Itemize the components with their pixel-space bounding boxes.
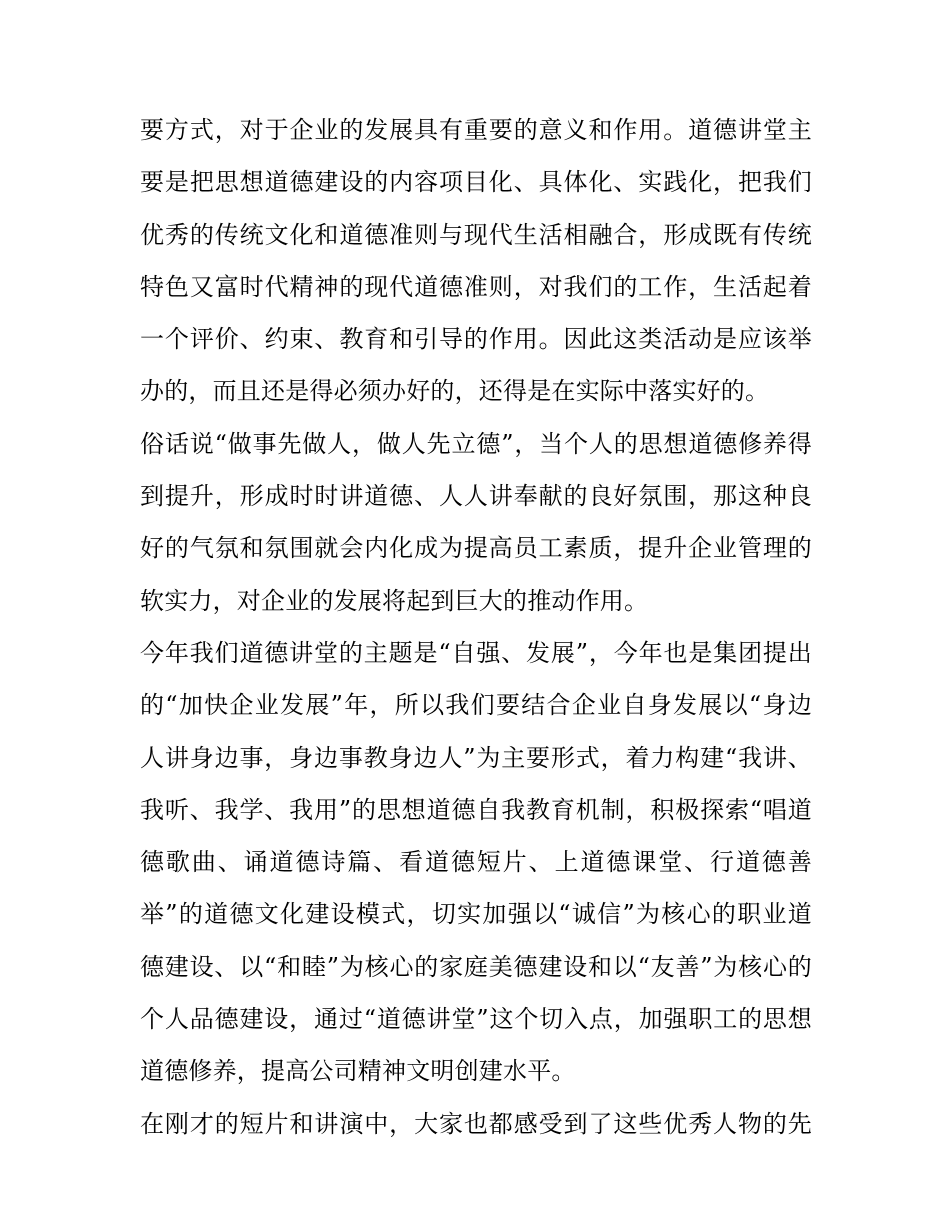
text-line: 一个评价、约束、教育和引导的作用。因此这类活动是应该举 (140, 325, 812, 354)
text-line: 优秀的传统文化和道德准则与现代生活相融合，形成既有传统 (140, 220, 812, 249)
text-line: 人讲身边事，身边事教身边人”为主要形式，着力构建“我讲、 (140, 743, 812, 772)
text-line: 到提升，形成时时讲道德、人人讲奉献的良好氛围，那这种良 (140, 482, 812, 511)
text-line: 道德修养，提高公司精神文明创建水平。 (140, 1057, 576, 1086)
text-line: 德建设、以“和睦”为核心的家庭美德建设和以“友善”为核心的 (140, 952, 812, 981)
text-line: 好的气氛和氛围就会内化成为提高员工素质，提升企业管理的 (140, 534, 812, 563)
text-line: 软实力，对企业的发展将起到巨大的推动作用。 (140, 586, 649, 615)
text-line: 今年我们道德讲堂的主题是“自强、发展”，今年也是集团提出 (140, 638, 812, 667)
text-line: 办的，而且还是得必须办好的，还得是在实际中落实好的。 (140, 377, 770, 406)
text-line: 要是把思想道德建设的内容项目化、具体化、实践化，把我们 (140, 168, 812, 197)
text-line: 举”的道德文化建设模式，切实加强以“诚信”为核心的职业道 (140, 900, 812, 929)
text-line: 特色又富时代精神的现代道德准则，对我们的工作，生活起着 (140, 272, 812, 301)
text-line: 要方式，对于企业的发展具有重要的意义和作用。道德讲堂主 (140, 116, 812, 144)
text-line: 德歌曲、诵道德诗篇、看道德短片、上道德课堂、行道德善 (140, 848, 812, 877)
document-body-text (140, 104, 812, 1150)
text-line: 个人品德建设，通过“道德讲堂”这个切入点，加强职工的思想 (140, 1005, 812, 1034)
text-line: 在刚才的短片和讲演中，大家也都感受到了这些优秀人物的先 (140, 1109, 812, 1138)
text-line: 俗话说“做事先做人，做人先立德”，当个人的思想道德修养得 (140, 429, 812, 458)
text-line: 的“加快企业发展”年，所以我们要结合企业自身发展以“身边 (140, 691, 812, 720)
text-line: 我听、我学、我用”的思想道德自我教育机制，积极探索“唱道 (140, 795, 812, 824)
